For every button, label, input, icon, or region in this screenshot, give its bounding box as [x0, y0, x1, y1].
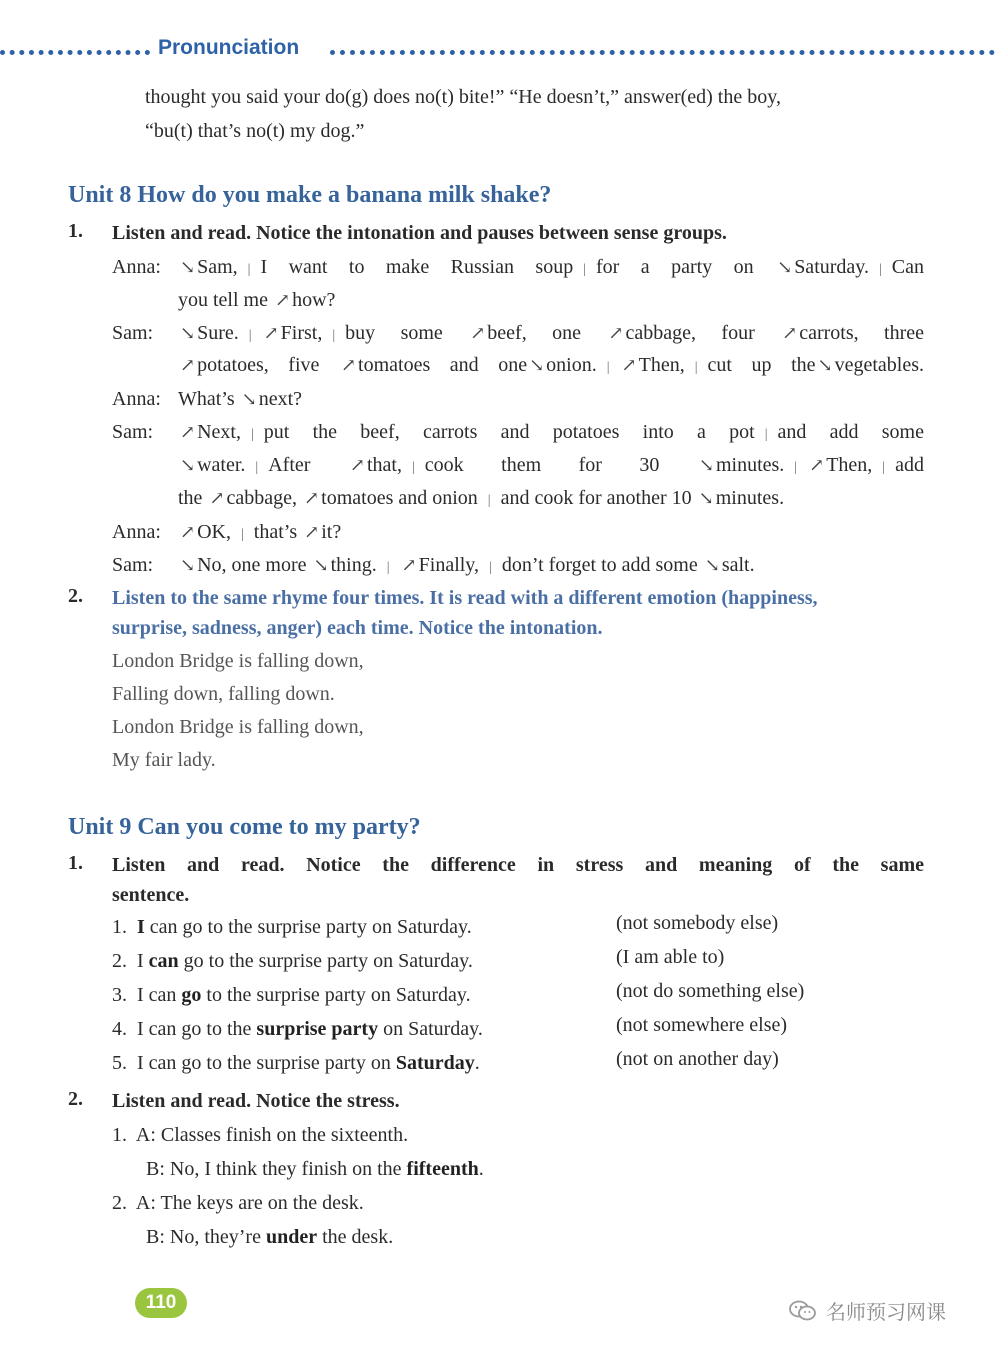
dialogue-text: that,	[366, 454, 402, 476]
dialogue-line-5	[112, 386, 302, 412]
pause-bar-icon: |	[250, 427, 254, 442]
falling-intonation-arrow-icon: ↘	[698, 455, 714, 475]
stressed-word: under	[265, 1226, 318, 1248]
stress-sentence-item	[112, 1050, 480, 1076]
unit8-ex2-instruction-line-2: surprise, sadness, anger) each time. Notice the intonation.	[112, 617, 603, 639]
pause-bar-icon: |	[882, 460, 886, 475]
pause-bar-icon: |	[247, 262, 251, 277]
rising-intonation-arrow-icon: ↗	[782, 323, 798, 343]
rhyme-line: London Bridge is falling down,	[112, 716, 364, 738]
falling-intonation-arrow-icon: ↘	[704, 555, 720, 575]
rising-intonation-arrow-icon: ↗	[349, 455, 365, 475]
falling-intonation-arrow-icon: ↘	[529, 355, 545, 375]
dialogue-text: I want to make Russian soup	[260, 256, 574, 278]
dialogue-text: cook them for 30	[424, 454, 660, 476]
stressed-word: surprise party	[256, 1018, 379, 1040]
rising-intonation-arrow-icon: ↗	[621, 355, 637, 375]
sentence-text: .	[474, 1052, 480, 1074]
unit8-ex1-instruction: Listen and read. Notice the intonation and pauses between sense groups.	[112, 222, 727, 244]
falling-intonation-arrow-icon: ↘	[777, 257, 793, 277]
dialogue-line-9	[112, 519, 341, 548]
falling-intonation-arrow-icon: ↘	[241, 389, 257, 409]
rising-intonation-arrow-icon: ↗	[401, 555, 417, 575]
dialogue-line-7	[178, 452, 924, 481]
dialogue-text: cabbage,	[226, 487, 298, 509]
dialogue-text: minutes.	[715, 454, 785, 476]
pause-bar-icon: |	[240, 527, 244, 542]
dialogue-text: Then,	[826, 454, 873, 476]
dialogue-line-6	[112, 419, 924, 448]
unit-8-title: Unit 8 How do you make a banana milk shake?	[68, 182, 552, 208]
pause-bar-icon: |	[248, 328, 252, 343]
unit9-ex2-instruction: Listen and read. Notice the stress.	[112, 1090, 400, 1112]
dialogue-line-1	[112, 254, 924, 283]
speaker-label: Anna:	[112, 256, 161, 278]
falling-intonation-arrow-icon: ↘	[313, 555, 329, 575]
sentence-text: B: No, I think they finish on the	[146, 1158, 407, 1180]
speaker-label: Anna:	[112, 521, 161, 543]
sentence-text: A: Classes finish on the sixteenth.	[135, 1124, 409, 1146]
pause-bar-icon: |	[583, 262, 587, 277]
dialogue-text: thing.	[330, 554, 377, 576]
page-number-badge: 110	[135, 1288, 187, 1318]
dialogue-text: After	[268, 454, 311, 476]
dialogue-text: and cook for another 10	[500, 487, 692, 509]
dialogue-text: water.	[197, 454, 246, 476]
dialogue-text: salt.	[721, 554, 755, 576]
dialogue-text: put the beef, carrots and potatoes into a pot	[263, 421, 755, 443]
pause-bar-icon: |	[694, 360, 698, 375]
sentence-text: A: The keys are on the desk.	[135, 1192, 364, 1214]
item-number: 3.	[112, 984, 127, 1006]
falling-intonation-arrow-icon: ↘	[180, 555, 196, 575]
dialogue-text: don’t forget to add some	[501, 554, 698, 576]
pause-bar-icon: |	[878, 262, 882, 277]
meaning-note: (not do something else)	[616, 980, 805, 1002]
unit8-ex2-instruction-line-1: Listen to the same rhyme four times. It is read with a different emotion (happiness,	[112, 587, 818, 609]
dialogue-text: beef, one	[487, 322, 581, 344]
dialogue-text: that’s	[253, 521, 298, 543]
dialogue-text: you tell me	[178, 289, 268, 311]
stress-sentence-item	[112, 948, 473, 974]
dialogue-text: tomatoes and onion	[321, 487, 478, 509]
watermark-text: 名师预习网课	[826, 1300, 946, 1324]
sentence-text: go to the surprise party on Saturday.	[178, 950, 473, 972]
pause-bar-icon: |	[386, 560, 390, 575]
dialogue-text: Then,	[638, 354, 685, 376]
dialogue-text: onion.	[546, 354, 597, 376]
intro-line-2: “bu(t) that’s no(t) my dog.”	[145, 120, 365, 142]
sentence-text: I can go to the	[137, 1018, 257, 1040]
unit8-ex2-number: 2.	[68, 585, 83, 607]
dialogue-text: potatoes, five	[197, 354, 320, 376]
falling-intonation-arrow-icon: ↘	[698, 488, 714, 508]
dialogue-line-3	[112, 320, 924, 349]
rising-intonation-arrow-icon: ↗	[180, 522, 196, 542]
dialogue-text: Finally,	[418, 554, 480, 576]
intro-line-1: thought you said your do(g) does no(t) bite!” “He doesn’t,” answer(ed) the boy,	[145, 86, 781, 108]
dialogue-text: how?	[292, 289, 336, 311]
rhyme-line: London Bridge is falling down,	[112, 650, 364, 672]
dialogue-text: buy some	[345, 322, 443, 344]
pause-bar-icon: |	[764, 427, 768, 442]
rising-intonation-arrow-icon: ↗	[340, 355, 357, 375]
rising-intonation-arrow-icon: ↗	[608, 323, 624, 343]
pause-bar-icon: |	[411, 460, 415, 475]
stressed-word: I	[137, 916, 145, 938]
item-number: 5.	[112, 1052, 127, 1074]
meaning-note: (not somebody else)	[616, 912, 779, 934]
stressed-word: can	[148, 950, 179, 972]
dialogue-text: OK,	[197, 521, 231, 543]
sentence-text: I can go to the surprise party on	[137, 1052, 396, 1074]
stress-sentence-item	[112, 914, 472, 940]
dialogue-line-8	[178, 485, 784, 514]
sentence-text: on Saturday.	[378, 1018, 483, 1040]
section-header-title: Pronunciation	[158, 36, 300, 59]
dialogue-text: minutes.	[715, 487, 785, 509]
rising-intonation-arrow-icon: ↗	[209, 488, 225, 508]
rhyme-line: My fair lady.	[112, 749, 216, 771]
stressed-word: go	[181, 984, 202, 1006]
dialogue-text: Can	[891, 256, 925, 278]
unit9-ex2-number: 2.	[68, 1088, 83, 1110]
falling-intonation-arrow-icon: ↘	[180, 455, 196, 475]
item-number: 1.	[112, 916, 127, 938]
sentence-text: the desk.	[317, 1226, 394, 1248]
rising-intonation-arrow-icon: ↗	[180, 422, 196, 442]
dialogue-line-2	[178, 287, 335, 313]
dialogue-text: cut up the	[707, 354, 816, 376]
meaning-note: (I am able to)	[616, 946, 725, 968]
dialogue-text: Sam,	[197, 256, 238, 278]
item-number: 1.	[112, 1124, 127, 1146]
dialogue-text: next?	[258, 388, 303, 410]
pause-bar-icon: |	[794, 460, 798, 475]
rising-intonation-arrow-icon: ↗	[274, 290, 291, 310]
speaker-label: Sam:	[112, 421, 154, 443]
unit9-ex1-number: 1.	[68, 852, 83, 874]
stressed-word: fifteenth	[406, 1158, 479, 1180]
speaker-label: Sam:	[112, 322, 154, 344]
dialogue-text: Sure.	[197, 322, 239, 344]
dialogue-text: and add some	[777, 421, 924, 443]
dialogue-text: the	[178, 487, 203, 509]
sentence-text: .	[478, 1158, 484, 1180]
unit-9-title: Unit 9 Can you come to my party?	[68, 814, 421, 840]
dialogue-text: vegetables.	[834, 354, 924, 376]
rising-intonation-arrow-icon: ↗	[809, 455, 825, 475]
dialogue-text: for a party on	[596, 256, 754, 278]
stress-sentence-item	[112, 1016, 483, 1042]
dialogue-text: What’s	[178, 388, 235, 410]
meaning-note: (not on another day)	[616, 1048, 779, 1070]
rising-intonation-arrow-icon: ↗	[470, 323, 486, 343]
item-number: 4.	[112, 1018, 127, 1040]
unit9-ex1-instruction-line-1: Listen and read. Notice the difference in stress and meaning of the same	[112, 854, 924, 876]
dialogue-text: cabbage, four	[625, 322, 755, 344]
rising-intonation-arrow-icon: ↗	[180, 355, 196, 375]
pause-bar-icon: |	[332, 328, 336, 343]
sentence-text: B: No, they’re	[146, 1226, 266, 1248]
falling-intonation-arrow-icon: ↘	[180, 257, 196, 277]
speaker-label: Anna:	[112, 388, 161, 410]
dialogue-text: No, one more	[197, 554, 307, 576]
dialogue-text: tomatoes and one	[358, 354, 528, 376]
falling-intonation-arrow-icon: ↘	[817, 355, 833, 375]
dialogue-text: add	[895, 454, 924, 476]
stress-sentence-item	[112, 982, 471, 1008]
unit8-ex1-number: 1.	[68, 220, 83, 242]
speaker-label: Sam:	[112, 554, 154, 576]
pause-bar-icon: |	[255, 460, 259, 475]
falling-intonation-arrow-icon: ↘	[180, 323, 196, 343]
dialogue-text: carrots, three	[799, 322, 925, 344]
dialogue-line	[112, 1190, 364, 1216]
dialogue-text: Next,	[197, 421, 241, 443]
unit9-ex1-instruction-line-2: sentence.	[112, 884, 190, 906]
pause-bar-icon: |	[606, 360, 610, 375]
dialogue-text: it?	[321, 521, 342, 543]
rising-intonation-arrow-icon: ↗	[304, 522, 320, 542]
item-number: 2.	[112, 950, 127, 972]
item-number: 2.	[112, 1192, 127, 1214]
rhyme-line: Falling down, falling down.	[112, 683, 335, 705]
dialogue-text: First,	[280, 322, 323, 344]
sentence-text: to the surprise party on Saturday.	[201, 984, 471, 1006]
header-dotted-rule-right	[330, 50, 995, 55]
header-dotted-rule-left	[0, 50, 150, 55]
stressed-word: Saturday	[395, 1052, 475, 1074]
sentence-text: can go to the surprise party on Saturday.	[144, 916, 472, 938]
dialogue-line-4	[178, 352, 924, 381]
dialogue-line	[112, 1122, 408, 1148]
rising-intonation-arrow-icon: ↗	[263, 323, 279, 343]
wechat-icon	[788, 1299, 818, 1323]
dialogue-line	[146, 1224, 393, 1250]
dialogue-text: Saturday.	[794, 256, 869, 278]
pause-bar-icon: |	[487, 493, 491, 508]
pause-bar-icon: |	[489, 560, 492, 575]
dialogue-line-10	[112, 552, 755, 581]
sentence-text: I	[137, 950, 149, 972]
meaning-note: (not somewhere else)	[616, 1014, 788, 1036]
dialogue-line	[146, 1156, 484, 1182]
rising-intonation-arrow-icon: ↗	[304, 488, 320, 508]
sentence-text: I can	[137, 984, 182, 1006]
watermark	[788, 1296, 946, 1325]
